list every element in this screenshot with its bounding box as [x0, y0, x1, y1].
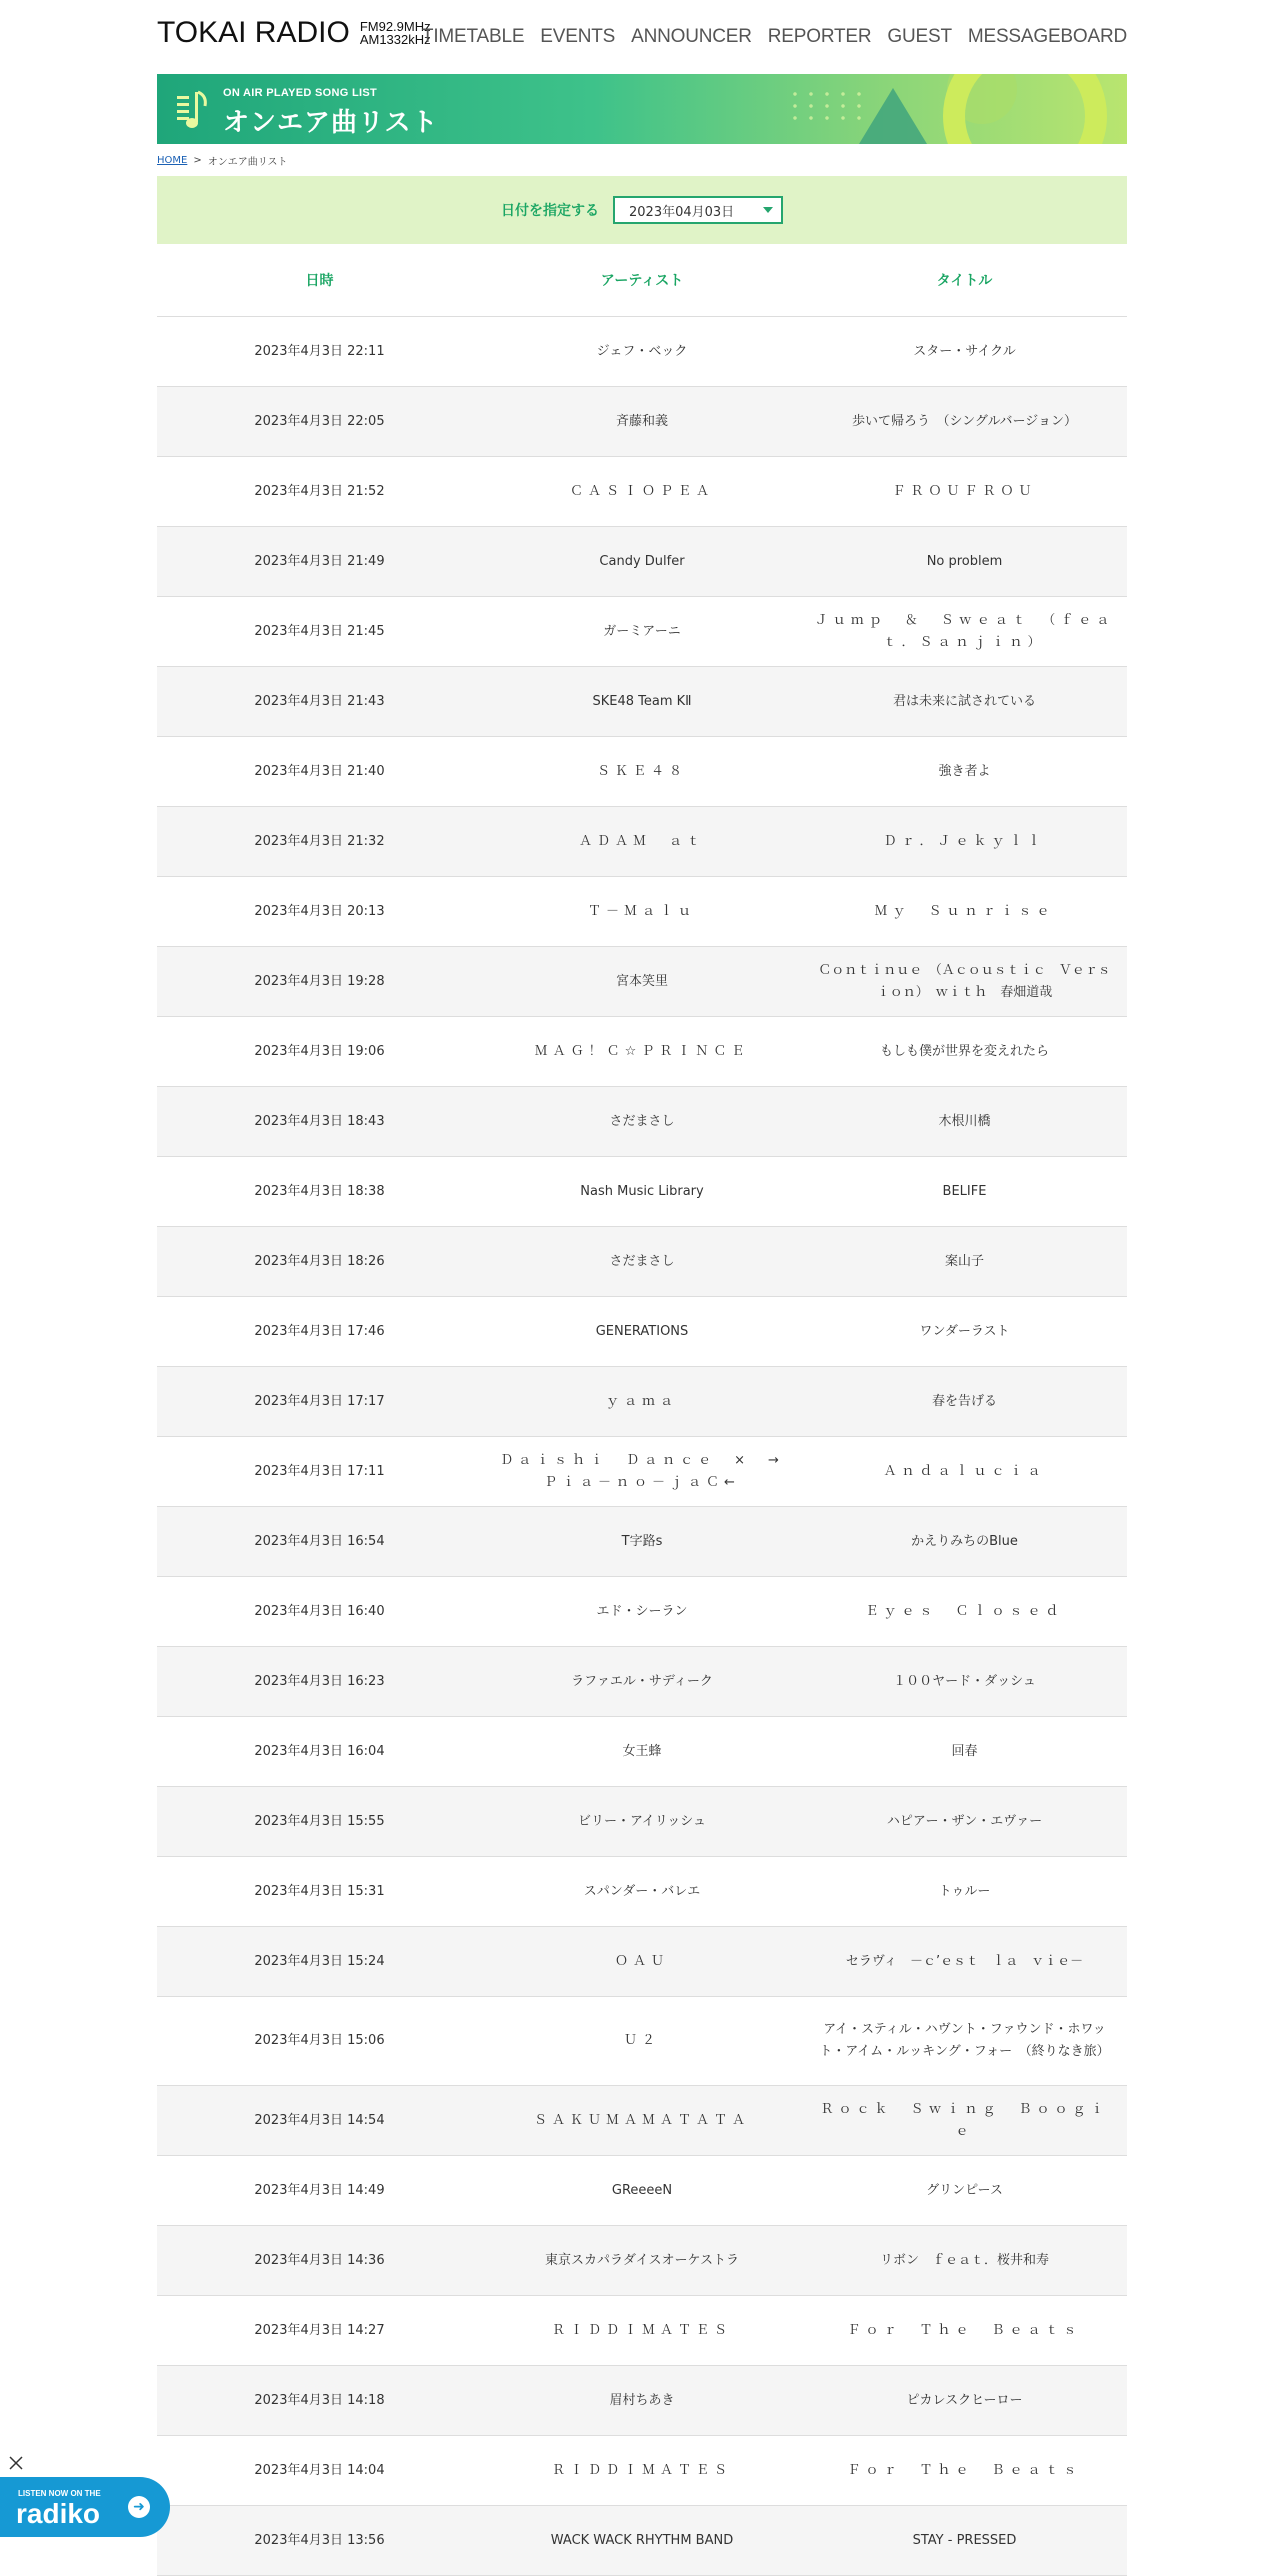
row-datetime: 2023年4月3日 14:54 [157, 2086, 482, 2156]
row-title: Ｅｙｅｓ Ｃｌｏｓｅｄ [802, 1577, 1127, 1647]
row-title: Ｆｏｒ Ｔｈｅ Ｂｅａｔｓ [802, 2436, 1127, 2506]
row-artist: SKE48 Team KⅡ [482, 667, 802, 737]
row-datetime: 2023年4月3日 18:38 [157, 1157, 482, 1227]
song-list-body [157, 317, 1127, 2576]
row-artist: ＲＩＤＤＩＭＡＴＥＳ [482, 2436, 802, 2506]
row-title: ワンダーラスト [802, 1297, 1127, 1367]
row-artist: スパンダー・バレエ [482, 1857, 802, 1927]
row-title: ピカレスクヒーロー [802, 2366, 1127, 2436]
row-datetime: 2023年4月3日 14:36 [157, 2226, 482, 2296]
row-datetime: 2023年4月3日 16:40 [157, 1577, 482, 1647]
table-row [157, 1857, 1127, 1927]
row-datetime: 2023年4月3日 16:54 [157, 1507, 482, 1577]
site-header [157, 0, 1127, 74]
logo-fm: FM92.9MHz [359, 19, 431, 34]
banner-subtitle: ON AIR PLAYED SONG LIST [223, 87, 377, 99]
row-datetime: 2023年4月3日 22:11 [157, 317, 482, 387]
row-title: 強き者よ [802, 737, 1127, 807]
date-filter-bar [157, 176, 1127, 244]
row-title: スター・サイクル [802, 317, 1127, 387]
row-title: かえりみちのBlue [802, 1507, 1127, 1577]
row-datetime: 2023年4月3日 15:55 [157, 1787, 482, 1857]
table-row [157, 2506, 1127, 2576]
row-title: Ｆｏｒ Ｔｈｅ Ｂｅａｔｓ [802, 2296, 1127, 2366]
row-datetime: 2023年4月3日 21:32 [157, 807, 482, 877]
row-artist: WACK WACK RHYTHM BAND [482, 2506, 802, 2576]
radiko-banner[interactable] [0, 2477, 170, 2537]
row-artist: ＲＩＤＤＩＭＡＴＥＳ [482, 2296, 802, 2366]
row-datetime: 2023年4月3日 20:13 [157, 877, 482, 947]
row-datetime: 2023年4月3日 21:45 [157, 597, 482, 667]
table-row [157, 2436, 1127, 2506]
row-artist: ＣＡＳＩＯＰＥＡ [482, 457, 802, 527]
row-title: STAY - PRESSED [802, 2506, 1127, 2576]
table-row [157, 737, 1127, 807]
row-title: Ｍｙ Ｓｕｎｒｉｓｅ [802, 877, 1127, 947]
row-datetime: 2023年4月3日 22:05 [157, 387, 482, 457]
row-datetime: 2023年4月3日 14:49 [157, 2156, 482, 2226]
row-title: アイ・スティル・ハヴント・ファウンド・ホワット・アイム・ルッキング・フォー （終りなき旅） [802, 1997, 1127, 2086]
music-note-icon [175, 88, 211, 132]
row-datetime: 2023年4月3日 18:26 [157, 1227, 482, 1297]
logo-am: AM1332kHz [359, 32, 431, 47]
table-row [157, 1787, 1127, 1857]
row-artist: T字路s [482, 1507, 802, 1577]
date-select[interactable] [613, 196, 783, 224]
table-row [157, 1997, 1127, 2086]
table-row [157, 1437, 1127, 1507]
row-datetime: 2023年4月3日 15:24 [157, 1927, 482, 1997]
table-row [157, 1507, 1127, 1577]
song-list-table [157, 244, 1127, 2576]
banner-title: オンエア曲リスト [223, 108, 439, 138]
row-datetime: 2023年4月3日 14:04 [157, 2436, 482, 2506]
row-datetime: 2023年4月3日 19:28 [157, 947, 482, 1017]
table-row [157, 2366, 1127, 2436]
row-artist: ＯＡＵ [482, 1927, 802, 1997]
row-artist: Candy Dulfer [482, 527, 802, 597]
table-row [157, 1227, 1127, 1297]
date-filter-label: 日付を指定する [501, 203, 599, 219]
radiko-tagline: LISTEN NOW ON THE [18, 2489, 101, 2498]
global-nav [406, 26, 1127, 48]
banner-ring-decoration [943, 74, 1107, 144]
row-datetime: 2023年4月3日 17:46 [157, 1297, 482, 1367]
row-artist: ジェフ・ベック [482, 317, 802, 387]
row-artist: 眉村ちあき [482, 2366, 802, 2436]
row-datetime: 2023年4月3日 15:06 [157, 1997, 482, 2086]
arrow-right-icon: ➜ [128, 2496, 150, 2518]
site-logo[interactable] [157, 18, 431, 48]
table-row [157, 1157, 1127, 1227]
row-artist: Ｔ－Ｍａｌｕ [482, 877, 802, 947]
breadcrumb-home[interactable]: HOME [157, 154, 188, 166]
row-title: Ｄｒ．Ｊｅｋｙｌｌ [802, 807, 1127, 877]
nav-timetable[interactable]: TIMETABLE [421, 26, 525, 47]
row-artist: ＡＤＡＭ ａｔ [482, 807, 802, 877]
table-row [157, 807, 1127, 877]
page-container [157, 0, 1127, 2576]
row-datetime: 2023年4月3日 18:43 [157, 1087, 482, 1157]
banner-dots-decoration [787, 88, 867, 128]
row-title: 春を告げる [802, 1367, 1127, 1437]
row-artist: さだまさし [482, 1227, 802, 1297]
row-datetime: 2023年4月3日 19:06 [157, 1017, 482, 1087]
row-datetime: 2023年4月3日 14:18 [157, 2366, 482, 2436]
row-datetime: 2023年4月3日 17:17 [157, 1367, 482, 1437]
dropdown-arrow-icon [763, 207, 773, 213]
row-artist: GENERATIONS [482, 1297, 802, 1367]
row-title: Ｒｏｃｋ Ｓｗｉｎｇ Ｂｏｏｇｉｅ [802, 2086, 1127, 2156]
nav-guest[interactable]: GUEST [887, 26, 952, 47]
table-row [157, 2086, 1127, 2156]
breadcrumb-current: オンエア曲リスト [207, 156, 288, 168]
row-datetime: 2023年4月3日 14:27 [157, 2296, 482, 2366]
row-artist: Ｕ２ [482, 1997, 802, 2086]
logo-text: TOKAI RADIO [157, 16, 350, 49]
row-artist: エド・シーラン [482, 1577, 802, 1647]
table-row [157, 597, 1127, 667]
row-title: １００ヤード・ダッシュ [802, 1647, 1127, 1717]
row-title: 歩いて帰ろう （シングルバージョン） [802, 387, 1127, 457]
row-datetime: 2023年4月3日 17:11 [157, 1437, 482, 1507]
row-title: ＦＲＯＵＦＲＯＵ [802, 457, 1127, 527]
row-title: 案山子 [802, 1227, 1127, 1297]
row-datetime: 2023年4月3日 21:43 [157, 667, 482, 737]
header-datetime: 日時 [157, 244, 482, 317]
table-row [157, 457, 1127, 527]
row-artist: GReeeeN [482, 2156, 802, 2226]
table-row [157, 667, 1127, 737]
row-artist: Ｄａｉｓｈｉ Ｄａｎｃｅ × →Ｐｉａ－ｎｏ－ｊａＣ← [482, 1437, 802, 1507]
table-row [157, 2156, 1127, 2226]
table-row [157, 1297, 1127, 1367]
row-title: 木根川橋 [802, 1087, 1127, 1157]
table-row [157, 1367, 1127, 1437]
row-datetime: 2023年4月3日 13:56 [157, 2506, 482, 2576]
table-row [157, 387, 1127, 457]
nav-messageboard[interactable]: MESSAGEBOARD [967, 26, 1127, 47]
table-row [157, 1927, 1127, 1997]
row-artist: ガーミアーニ [482, 597, 802, 667]
breadcrumb [157, 144, 1127, 176]
row-datetime: 2023年4月3日 16:04 [157, 1717, 482, 1787]
row-title: 君は未来に試されている [802, 667, 1127, 737]
header-artist: アーティスト [482, 244, 802, 317]
row-title: ハピアー・ザン・エヴァー [802, 1787, 1127, 1857]
row-artist: 斉藤和義 [482, 387, 802, 457]
row-title: Ｃｏｎｔｉｎｕｅ （Ａｃｏｕｓｔｉｃ Ｖｅｒｓｉｏｎ） ｗｉｔｈ 春畑道哉 [802, 947, 1127, 1017]
row-title: リボン ｆｅａｔ．桜井和寿 [802, 2226, 1127, 2296]
table-row [157, 317, 1127, 387]
row-artist: ＳＡＫＵＭＡＭＡＴＡＴＡ [482, 2086, 802, 2156]
row-title: 回春 [802, 1717, 1127, 1787]
nav-reporter[interactable]: REPORTER [767, 26, 872, 47]
table-header-row [157, 244, 1127, 317]
row-artist: 女王蜂 [482, 1717, 802, 1787]
row-title: セラヴィ －ｃ’ｅｓｔ ｌａ ｖｉｅ－ [802, 1927, 1127, 1997]
date-select-value: 2023年04月03日 [629, 204, 735, 220]
row-title: トゥルー [802, 1857, 1127, 1927]
row-artist: ラファエル・サディーク [482, 1647, 802, 1717]
row-title: No problem [802, 527, 1127, 597]
table-row [157, 877, 1127, 947]
close-icon[interactable] [8, 2455, 24, 2471]
banner-triangle-decoration [859, 88, 927, 144]
row-artist: ビリー・アイリッシュ [482, 1787, 802, 1857]
row-title: Ａｎｄａｌｕｃｉａ [802, 1437, 1127, 1507]
table-row [157, 2296, 1127, 2366]
row-title: もしも僕が世界を変えれたら [802, 1017, 1127, 1087]
page-banner [157, 74, 1127, 144]
row-datetime: 2023年4月3日 16:23 [157, 1647, 482, 1717]
table-row [157, 1087, 1127, 1157]
row-datetime: 2023年4月3日 21:40 [157, 737, 482, 807]
row-artist: さだまさし [482, 1087, 802, 1157]
table-row [157, 1577, 1127, 1647]
breadcrumb-separator-icon: > [193, 154, 202, 166]
row-title: BELIFE [802, 1157, 1127, 1227]
row-artist: ＳＫＥ４８ [482, 737, 802, 807]
table-row [157, 1017, 1127, 1087]
row-artist: ＭＡＧ！Ｃ☆ＰＲＩＮＣＥ [482, 1017, 802, 1087]
table-row [157, 1717, 1127, 1787]
radiko-logo: radiko [16, 2498, 101, 2529]
row-datetime: 2023年4月3日 15:31 [157, 1857, 482, 1927]
table-row [157, 1647, 1127, 1717]
table-row [157, 947, 1127, 1017]
row-artist: 東京スカパラダイスオーケストラ [482, 2226, 802, 2296]
nav-announcer[interactable]: ANNOUNCER [631, 26, 752, 47]
row-artist: Nash Music Library [482, 1157, 802, 1227]
row-artist: 宮本笑里 [482, 947, 802, 1017]
row-title: グリンピース [802, 2156, 1127, 2226]
row-title: Ｊｕｍｐ ＆ Ｓｗｅａｔ （ｆｅａｔ．Ｓａｎｊｉｎ） [802, 597, 1127, 667]
row-artist: ｙａｍａ [482, 1367, 802, 1437]
header-title: タイトル [802, 244, 1127, 317]
row-datetime: 2023年4月3日 21:52 [157, 457, 482, 527]
row-datetime: 2023年4月3日 21:49 [157, 527, 482, 597]
table-row [157, 2226, 1127, 2296]
table-row [157, 527, 1127, 597]
nav-events[interactable]: EVENTS [540, 26, 616, 47]
